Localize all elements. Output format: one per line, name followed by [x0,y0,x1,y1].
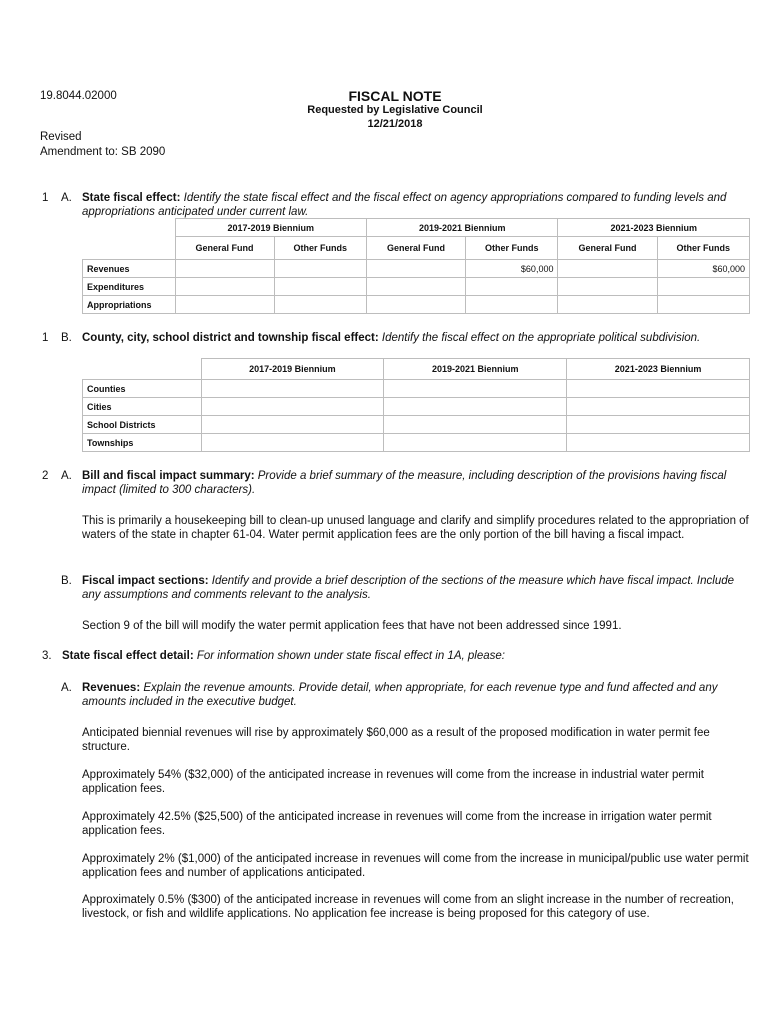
row-label: Revenues [83,260,176,278]
fund-header: Other Funds [657,237,749,260]
table-row [83,434,750,452]
section-1a-instructions: Identify the state fiscal effect and the fiscal effect on agency appropriations compared to funding levels and appropriations anticipated under current law. [82,192,727,218]
row-label: Counties [83,380,202,398]
section-2b-text [82,574,742,602]
local-fiscal-effect-table [82,358,750,452]
revenue-paragraph: Approximately 2% ($1,000) of the anticipated increase in revenues will come from the increase in municipal/public use water permit application fees and number of applications anticipated. [82,853,749,879]
table-cell [274,260,366,278]
biennium-header: 2017-2019 Biennium [175,219,366,237]
table-cell [201,434,384,452]
section-1b-text [82,331,742,345]
table-cell [201,380,384,398]
fund-header: General Fund [366,237,465,260]
revenue-paragraph: Approximately 0.5% ($300) of the anticipated increase in revenues will come from an slight increase in the number of recreation, livestock, or fish and wildlife applications. No application fee increase is being proposed for this category of use. [82,894,735,920]
table-cell [558,260,657,278]
biennium-header: 2021-2023 Biennium [567,359,750,380]
table-cell [201,416,384,434]
table-cell [274,278,366,296]
table-cell [366,278,465,296]
table-cell [567,434,750,452]
row-label: Appropriations [83,296,176,314]
table-cell [175,260,274,278]
section-3-text [62,649,742,663]
biennium-header: 2021-2023 Biennium [558,219,750,237]
state-fiscal-effect-table [82,218,750,314]
section-2b-body: Section 9 of the bill will modify the water permit application fees that have not been addressed since 1991. [82,620,622,632]
section-2b-heading: Fiscal impact sections: [82,575,209,587]
biennium-header: 2019-2021 Biennium [384,359,567,380]
section-3-instructions: For information shown under state fiscal effect in 1A, please: [196,650,505,662]
revenue-paragraph: Anticipated biennial revenues will rise by approximately $60,000 as a result of the proposed modification in water permit fee structure. [82,727,710,753]
table-cell [175,296,274,314]
table-cell [466,296,558,314]
revised-label: Revised [40,131,82,143]
section-3a-text [82,681,722,709]
section-2b-instructions: Identify and provide a brief description of the sections of the measure which have fiscal impact. Include any assumptions and comments relevant to the analysis. [82,575,735,601]
row-label: Expenditures [83,278,176,296]
table-cell [366,260,465,278]
table-cell: $60,000 [657,260,749,278]
requested-by: Requested by Legislative Council [307,104,483,116]
section-1a-letter: A. [61,192,72,204]
biennium-header: 2017-2019 Biennium [201,359,384,380]
table-cell [558,296,657,314]
biennium-header: 2019-2021 Biennium [366,219,557,237]
document-id: 19.8044.02000 [40,90,117,102]
section-1a-heading: State fiscal effect: [82,192,181,204]
row-label: Cities [83,398,202,416]
revenue-paragraph: Approximately 42.5% ($25,500) of the anticipated increase in revenues will come from the increase in irrigation water permit application fees. [82,811,712,837]
table-cell [466,278,558,296]
section-1a-number: 1 [42,192,49,204]
section-2a-heading: Bill and fiscal impact summary: [82,470,255,482]
table-cell [567,380,750,398]
section-1b-number: 1 [42,332,49,344]
fund-header: General Fund [558,237,657,260]
table-cell [657,296,749,314]
section-1b-heading: County, city, school district and township fiscal effect: [82,332,379,344]
section-2b-letter: B. [61,575,72,587]
page-title: FISCAL NOTE [348,88,442,104]
table-cell [274,296,366,314]
fund-header: Other Funds [274,237,366,260]
table-cell [384,434,567,452]
note-date: 12/21/2018 [367,118,423,130]
table-row [83,278,750,296]
table-row [83,296,750,314]
section-3-heading: State fiscal effect detail: [62,650,194,662]
amendment-label: Amendment to: SB 2090 [40,146,166,158]
table-row [83,398,750,416]
table-cell [366,296,465,314]
table-row [83,416,750,434]
table-cell [384,398,567,416]
section-3a-instructions: Explain the revenue amounts. Provide detail, when appropriate, for each revenue type and fund affected and any amounts included in the executive budget. [82,682,718,708]
section-2a-body: This is primarily a housekeeping bill to clean-up unused language and clarify and simplify procedures related to the appropriation of waters of the state in chapter 61-04. Water permit application fees are the only portion of the bill having a fiscal impact. [82,515,749,541]
row-label: Townships [83,434,202,452]
table-cell [384,380,567,398]
section-2a-number: 2 [42,470,49,482]
section-1b-letter: B. [61,332,72,344]
revenue-paragraph: Approximately 54% ($32,000) of the anticipated increase in revenues will come from the increase in industrial water permit application fees. [82,769,704,795]
section-3a-letter: A. [61,682,72,694]
section-3-number: 3. [42,650,52,662]
table-row [83,260,750,278]
fund-header: General Fund [175,237,274,260]
row-label: School Districts [83,416,202,434]
section-3a-heading: Revenues: [82,682,141,694]
table-cell [567,398,750,416]
section-1b-instructions: Identify the fiscal effect on the appropriate political subdivision. [381,332,701,344]
table-cell [567,416,750,434]
section-2a-text [82,469,742,497]
section-1a-text [82,191,752,219]
section-2a-instructions: Provide a brief summary of the measure, including description of the provisions having fiscal impact (limited to 300 characters). [82,470,727,496]
table-cell [558,278,657,296]
table-row [83,380,750,398]
table-cell [384,416,567,434]
table-cell [657,278,749,296]
table-cell: $60,000 [466,260,558,278]
fund-header: Other Funds [466,237,558,260]
table-cell [201,398,384,416]
table-cell [175,278,274,296]
section-2a-letter: A. [61,470,72,482]
